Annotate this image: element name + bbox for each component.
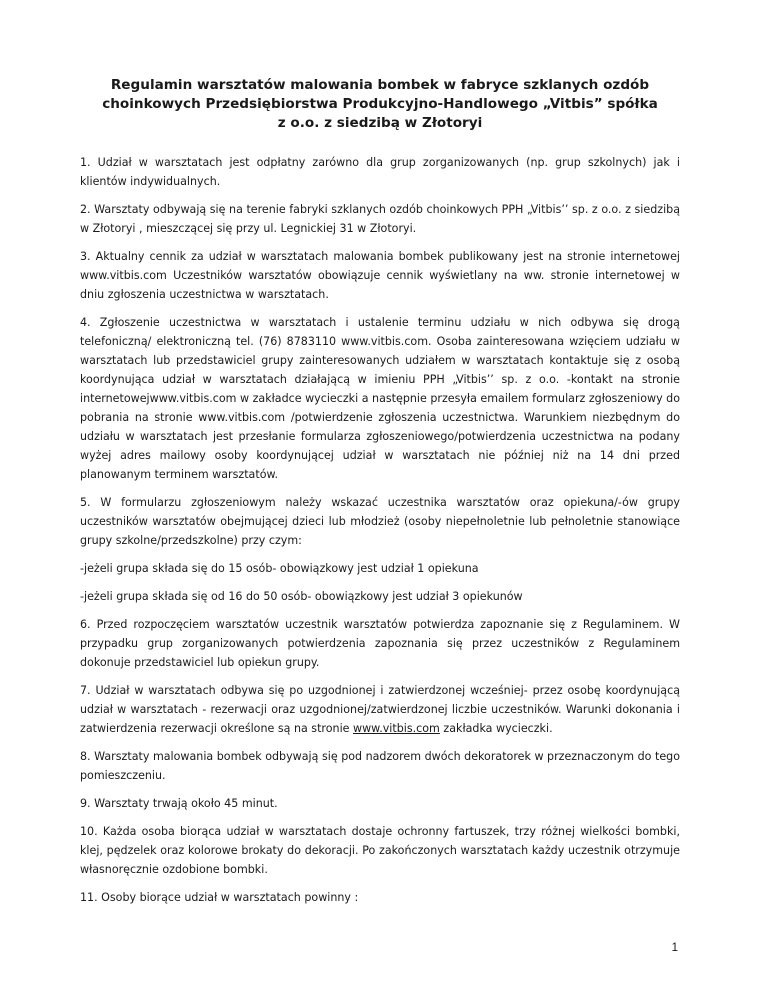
paragraph-4: 4. Zgłoszenie uczestnictwa w warsztatach i ustalenie terminu udziału w nich odbywa się drogą telefoniczną/ elektroniczną tel. (76) 8783110 www.vitbis.com. Osoba zainteresowana wzięciem udziału w warsztatach lub przedstawiciel grupy zainteresowanych udziałem w warsztatach kontaktuje się z osobą koordynująca udział w warsztatach działającą w imieniu PPH „Vitbis’’ sp. z o.o. -kontakt na stronie internetowejwww.vitbis.com w zakładce wycieczki a następnie przesyła emailem formularz zgłoszeniowy do pobrania na stronie www.vitbis.com /potwierdzenie zgłoszenia uczestnictwa. Warunkiem niezbędnym do udziału w warsztatach jest przesłanie formularza zgłoszeniowego/potwierdzenia uczestnictwa na podany wyżej adres mailowy osoby koordynującej udział w warsztatach nie później niż na 14 dni przed planowanym terminem warsztatów. [80,316,680,481]
paragraph-5-item-2: -jeżeli grupa składa się od 16 do 50 osób- obowiązkowy jest udział 3 opiekunów [80,590,523,603]
paragraph-5-item-1: -jeżeli grupa składa się do 15 osób- obowiązkowy jest udział 1 opiekuna [80,562,479,575]
title-line: z o.o. z siedzibą w Złotoryi [277,115,483,131]
paragraph-8: 8. Warsztaty malowania bombek odbywają się pod nadzorem dwóch dekoratorek w przeznaczonym do tego pomieszczeniu. [80,750,680,782]
paragraph-3: 3. Aktualny cennik za udział w warsztatach malowania bombek publikowany jest na stronie internetowej www.vitbis.com Uczestników warsztatów obowiązuje cennik wyświetlany na ww. stronie internetowej w dniu zgłoszenia uczestnictwa w warsztatach. [80,250,680,301]
title-line: Regulamin warsztatów malowania bombek w fabryce szklanych ozdób [110,77,650,93]
page-number: 1 [671,942,678,954]
title-line: choinkowych Przedsiębiorstwa Produkcyjno-Handlowego „Vitbis” spółka [102,96,658,112]
paragraph-9: 9. Warsztaty trwają około 45 minut. [80,797,278,810]
paragraph-2: 2. Warsztaty odbywają się na terenie fabryki szklanych ozdób choinkowych PPH „Vitbis’’ sp. z o.o. z siedzibą w Złotoryi , mieszczącej się przy ul. Legnickiej 31 w Złotoryi. [80,203,680,235]
paragraph-5: 5. W formularzu zgłoszeniowym należy wskazać uczestnika warsztatów oraz opiekuna/-ów grupy uczestników warsztatów obejmującej dzieci lub młodzież (osoby niepełnoletnie lub pełnoletnie stanowiące grupy szkolne/przedszkolne) przy czym: [80,496,680,547]
paragraph-7 [80,681,680,738]
vitbis-link[interactable]: www.vitbis.com [353,722,440,735]
paragraph-7-text: 7. Udział w warsztatach odbywa się po uzgodnionej i zatwierdzonej wcześniej- przez osobę koordynującą udział w warsztatach - rezerwacji oraz uzgodnionej/zatwierdzonej liczbie uczestników. Warunki dokonania i zatwierdzenia rezerwacji określone są na stronie [80,684,680,735]
paragraph-7-suffix: zakładka wycieczki. [439,722,553,735]
paragraph-6: 6. Przed rozpoczęciem warsztatów uczestnik warsztatów potwierdza zapoznanie się z Regulaminem. W przypadku grup zorganizowanych potwierdzenia zapoznania się przez uczestników z Regulaminem dokonuje przedstawiciel lub opiekun grupy. [80,618,680,669]
paragraph-1: 1. Udział w warsztatach jest odpłatny zarówno dla grup zorganizowanych (np. grup szkolnych) jak i klientów indywidualnych. [80,156,680,188]
paragraph-11: 11. Osoby biorące udział w warsztatach powinny : [80,891,359,904]
document-title [80,76,680,133]
paragraph-10: 10. Każda osoba biorąca udział w warsztatach dostaje ochronny fartuszek, trzy różnej wielkości bombki, klej, pędzelek oraz kolorowe brokaty do dekoracji. Po zakończonych warsztatach każdy uczestnik otrzymuje własnoręcznie ozdobione bombki. [80,825,680,876]
